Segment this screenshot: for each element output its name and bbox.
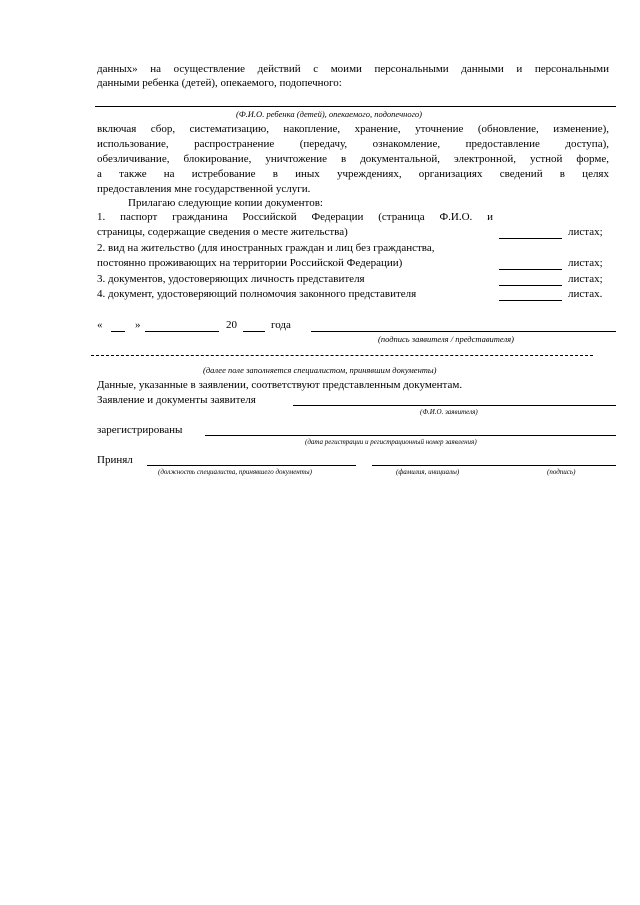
attachment-item-4: 4. документ, удостоверяющий полномочия законного представителя	[97, 288, 417, 300]
applicant-signature-line[interactable]	[311, 331, 616, 332]
section-separator	[91, 355, 593, 356]
attachment-item-2-line-1: 2. вид на жительство (для иностранных граждан и лиц без гражданства,	[97, 242, 435, 254]
attachment-item-2-line-2: постоянно проживающих на территории Российской Федерации)	[97, 257, 403, 269]
date-month-field[interactable]	[145, 331, 219, 332]
item-1-pages-field[interactable]	[499, 238, 562, 239]
date-day-field[interactable]	[111, 331, 125, 332]
child-name-caption: (Ф.И.О. ребенка (детей), опекаемого, подопечного)	[236, 109, 422, 119]
specialist-position-line[interactable]	[147, 465, 356, 466]
date-open-quote: «	[97, 319, 103, 331]
registration-line[interactable]	[205, 435, 616, 436]
attachment-item-3: 3. документов, удостоверяющих личность представителя	[97, 273, 365, 285]
applicant-signature-caption: (подпись заявителя / представителя)	[378, 334, 514, 344]
specialist-surname-caption: (фамилия, инициалы)	[396, 468, 460, 476]
consent-line-1: включая сбор, систематизацию, накопление, хранение, уточнение (обновление, изменение),	[97, 123, 609, 135]
specialist-position-caption: (должность специалиста, принявшего документы)	[158, 468, 312, 476]
child-name-line[interactable]	[95, 106, 616, 107]
documents-match-text: Данные, указанные в заявлении, соответствуют представленным документам.	[97, 379, 463, 391]
documents-label: Заявление и документы заявителя	[97, 394, 256, 406]
date-year-prefix: 20	[226, 319, 237, 331]
item-4-pages-field[interactable]	[499, 300, 562, 301]
intro-line-2: данными ребенка (детей), опекаемого, подопечного:	[97, 77, 342, 89]
item-4-unit: листах.	[568, 288, 603, 300]
consent-line-5: предоставления мне государственной услуги.	[97, 183, 311, 195]
specialist-sign-caption: (подпись)	[547, 468, 576, 476]
item-3-pages-field[interactable]	[499, 285, 562, 286]
item-3-unit: листах;	[568, 273, 603, 285]
registration-caption: (дата регистрации и регистрационный номер заявления)	[305, 438, 477, 446]
consent-line-4: а также на истребование в иных учреждениях, организациях сведений в целях	[97, 168, 609, 180]
applicant-fio-line[interactable]	[293, 405, 616, 406]
item-2-unit: листах;	[568, 257, 603, 269]
date-year-field[interactable]	[243, 331, 265, 332]
registered-label: зарегистрированы	[97, 424, 183, 436]
consent-line-2: использование, распространение (передачу, ознакомление, предоставление доступа),	[97, 138, 609, 150]
consent-line-3: обезличивание, блокирование, уничтожение в документальной, электронной, устной форме,	[97, 153, 609, 165]
date-close-quote: »	[135, 319, 141, 331]
attachment-item-1-line-1: 1. паспорт гражданина Российской Федерации (страница Ф.И.О. и	[97, 211, 493, 223]
date-year-suffix: года	[271, 319, 291, 331]
intro-line-1: данных» на осуществление действий с моими персональными данными и персональными	[97, 63, 609, 75]
specialist-section-caption: (далее поле заполняется специалистом, принявшим документы)	[203, 365, 437, 375]
attachment-item-1-line-2: страницы, содержащие сведения о месте жительства)	[97, 226, 348, 238]
applicant-fio-caption: (Ф.И.О. заявителя)	[420, 408, 478, 416]
accepted-label: Принял	[97, 454, 133, 466]
attachments-heading: Прилагаю следующие копии документов:	[128, 197, 323, 209]
item-1-unit: листах;	[568, 226, 603, 238]
item-2-pages-field[interactable]	[499, 269, 562, 270]
specialist-name-signature-line[interactable]	[372, 465, 616, 466]
